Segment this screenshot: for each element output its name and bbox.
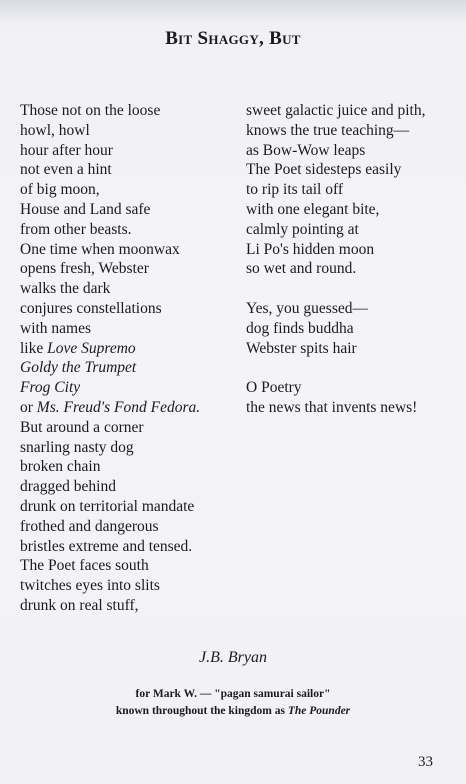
poem-line: not even a hint (20, 161, 112, 179)
poem-title: Bit Shaggy, But (165, 28, 301, 49)
poem-line: bristles extreme and tensed. (20, 537, 193, 555)
poem-stanza (246, 378, 456, 418)
poem-line (20, 398, 240, 418)
dedication (0, 686, 466, 720)
poem-stanza (246, 299, 456, 358)
poem-line: knows the true teaching— (246, 121, 410, 139)
poem-line-prefix: like (20, 339, 48, 357)
poem-line: walks the dark (20, 280, 111, 298)
poem-line: O Poetry (246, 379, 302, 397)
poem-line: Those not on the loose (20, 102, 161, 119)
poem-line-italic: Goldy the Trumpet (20, 359, 137, 377)
dedication-nickname: The Pounder (287, 705, 351, 717)
poem-line: to rip its tail off (246, 181, 344, 199)
poem-line: conjures constellations (20, 299, 162, 317)
poem-left-column (20, 101, 240, 616)
poem-line: The Poet sidesteps easily (246, 161, 402, 179)
poem-line: hour after hour (20, 141, 113, 159)
poem-line: dog finds buddha (246, 319, 354, 337)
poem-line: One time when moonwax (20, 240, 180, 258)
poem-right-column (246, 101, 456, 418)
poem-line: so wet and round. (246, 260, 357, 278)
poem-line: broken chain (20, 458, 101, 476)
poem-line (20, 358, 240, 378)
poem-line-italic: Ms. Freud's Fond Fedora. (36, 398, 201, 416)
poem-line-italic: Love Supremo (47, 339, 136, 357)
poem-stanza (20, 101, 240, 616)
page-number: 33 (418, 754, 433, 770)
dedication-line-1: for Mark W. — "pagan samurai sailor" (135, 688, 331, 700)
poem-line: howl, howl (20, 121, 90, 139)
poem-author: J.B. Bryan (199, 649, 267, 666)
poem-stanza (246, 101, 456, 279)
poem-line (20, 339, 240, 359)
poem-line: The Poet faces south (20, 557, 149, 575)
poem-line: as Bow-Wow leaps (246, 141, 366, 159)
poem-line-prefix: or (20, 398, 37, 416)
poem-line: drunk on real stuff, (20, 596, 139, 614)
dedication-line-2 (0, 703, 466, 720)
poem-line: But around a corner (20, 418, 144, 436)
poem-line: dragged behind (20, 478, 116, 496)
poem-line: drunk on territorial mandate (20, 497, 195, 515)
poem-line: snarling nasty dog (20, 438, 134, 456)
poem-line: from other beasts. (20, 220, 132, 238)
poem-line: the news that invents news! (246, 398, 418, 416)
poem-line: Li Po's hidden moon (246, 240, 375, 258)
poem-line: frothed and dangerous (20, 517, 159, 535)
show-through-text (0, 0, 466, 24)
poem-line (20, 378, 240, 398)
poem-line-italic: Frog City (20, 379, 81, 397)
poem-line: with names (20, 319, 92, 337)
dedication-line-2-text: known throughout the kingdom as (115, 705, 288, 717)
poem-line: with one elegant bite, (246, 200, 380, 218)
poem-line: calmly pointing at (246, 220, 359, 238)
poem-line: twitches eyes into slits (20, 577, 160, 595)
poem-line: sweet galactic juice and pith, (246, 102, 426, 119)
poem-line: opens fresh, Webster (20, 260, 149, 278)
poem-line: Webster spits hair (246, 339, 357, 357)
poem-line: Yes, you guessed— (246, 299, 369, 317)
poem-line: of big moon, (20, 181, 100, 199)
poem-line: House and Land safe (20, 200, 151, 218)
